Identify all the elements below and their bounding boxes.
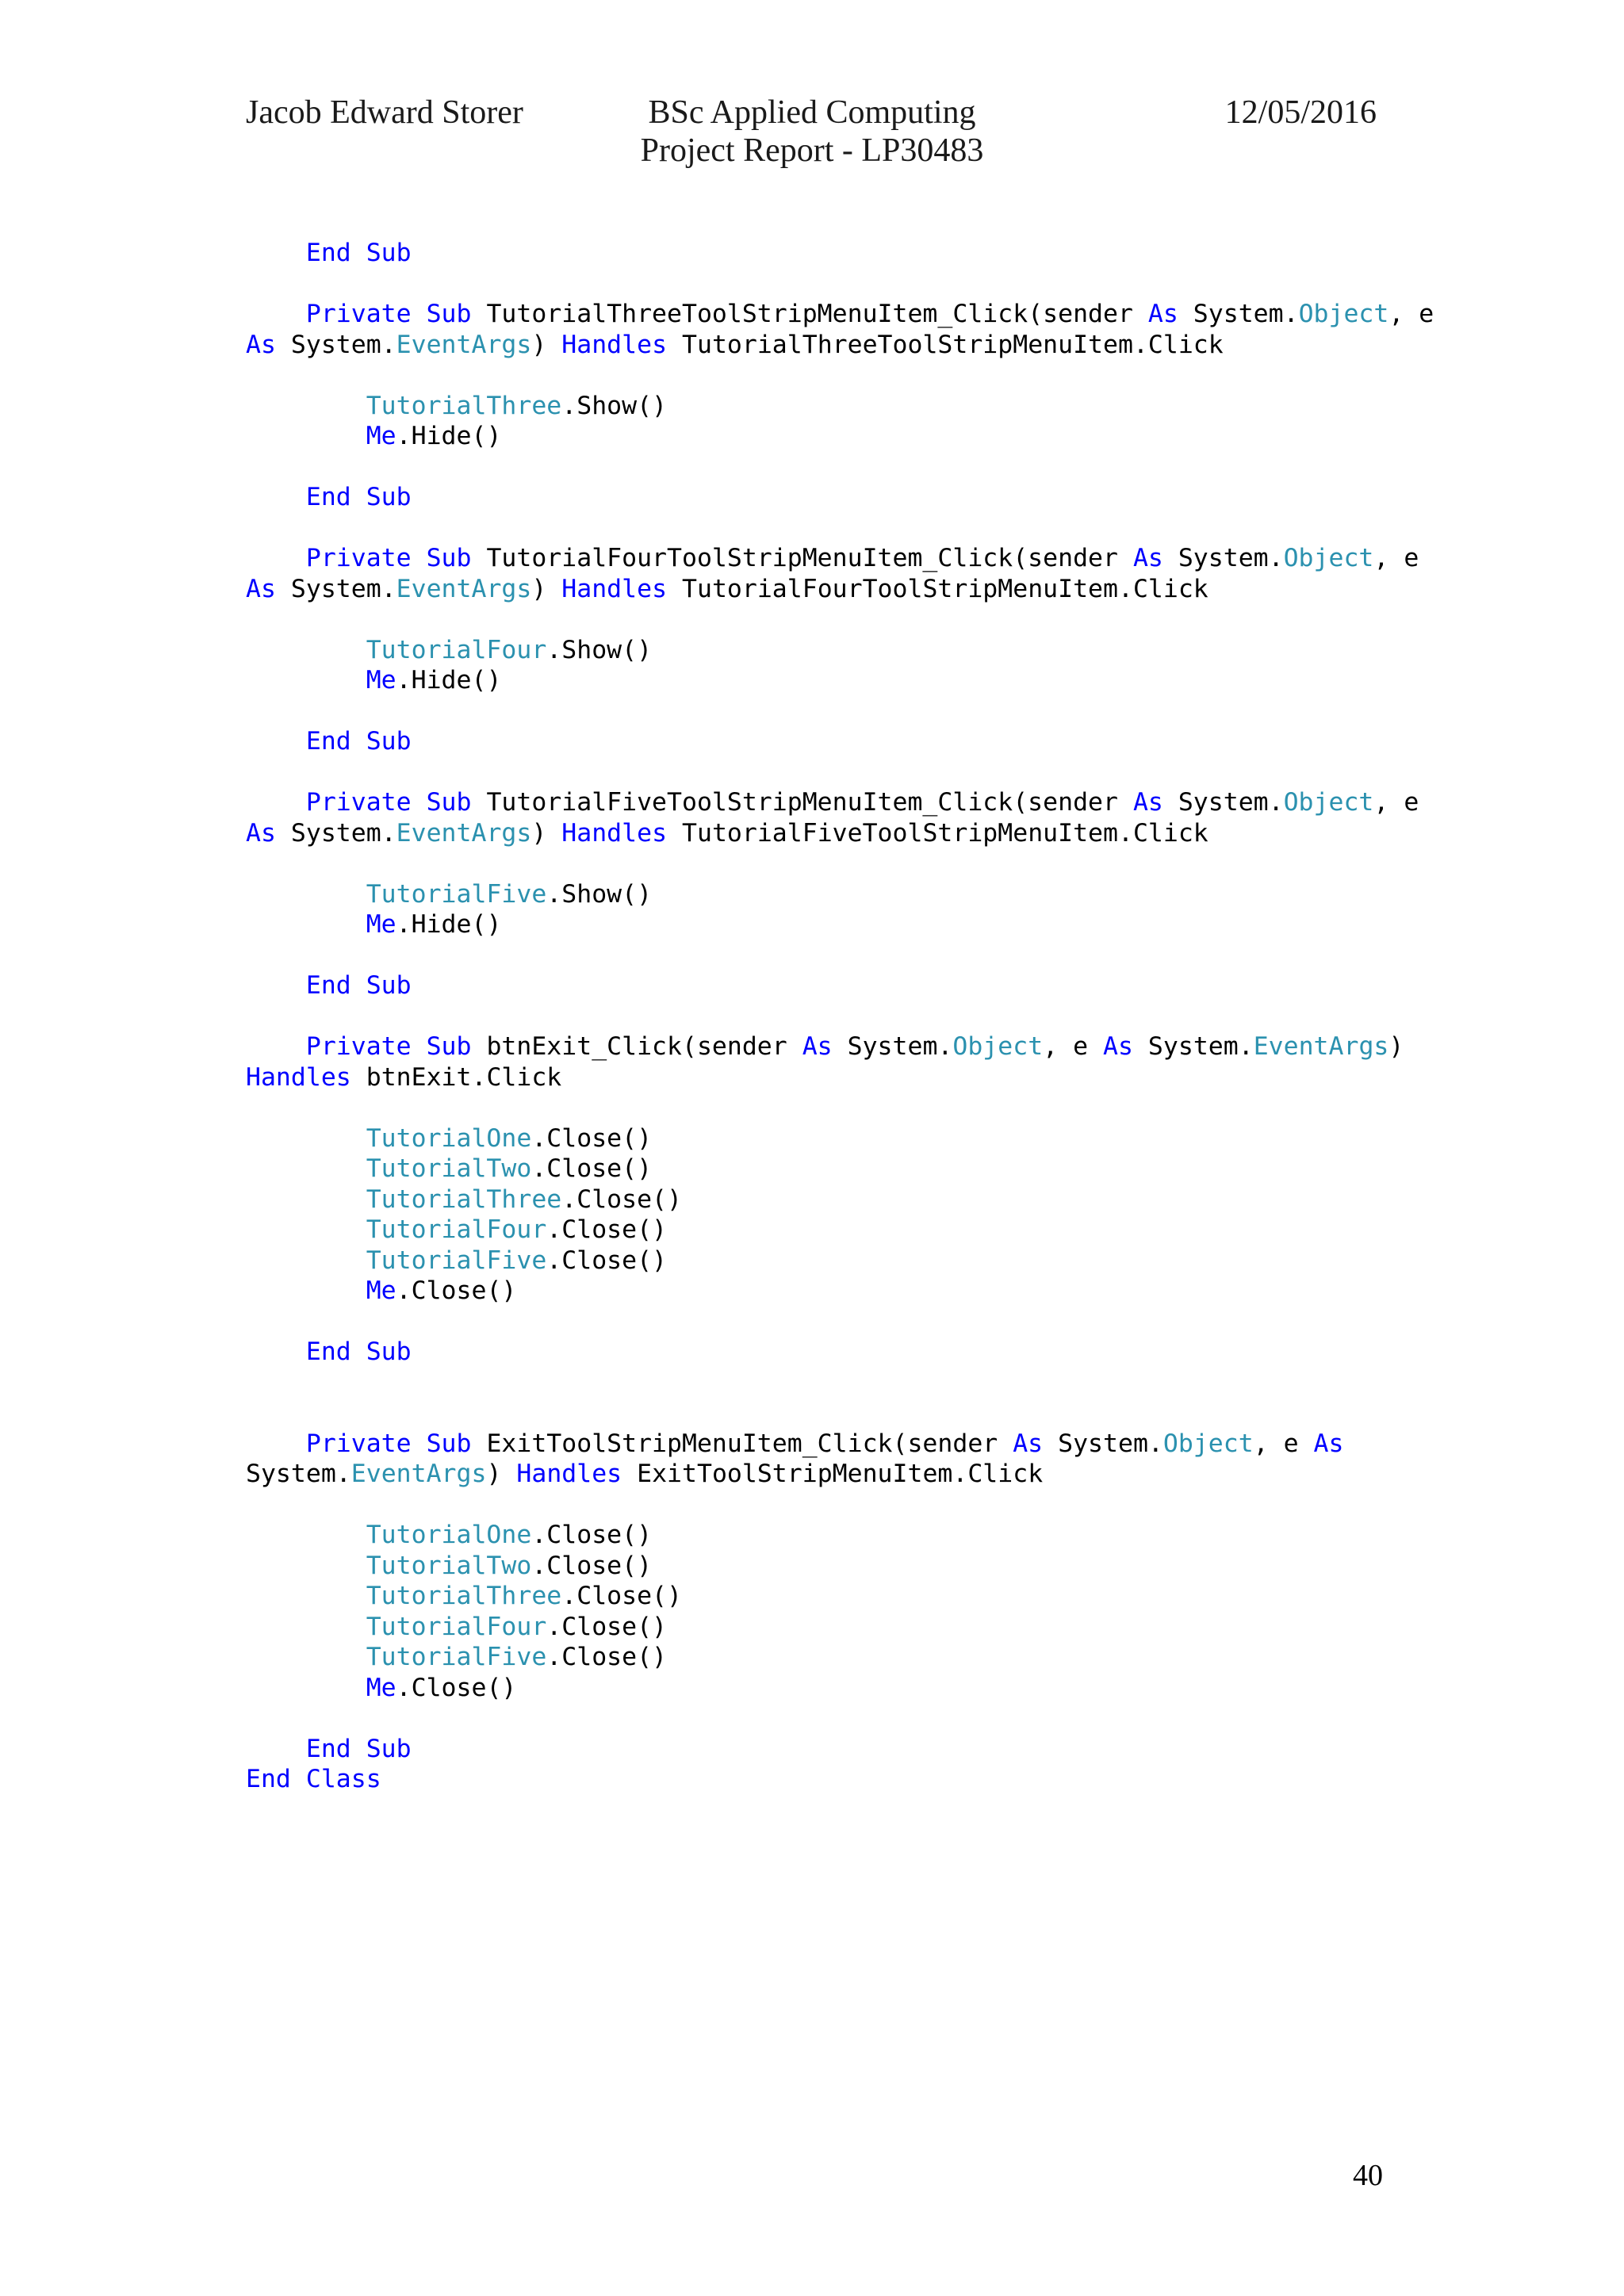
code-text: .Close() xyxy=(531,1551,653,1580)
code-keyword: As xyxy=(1132,788,1163,817)
code-text: .Hide() xyxy=(396,910,502,939)
code-line xyxy=(246,635,1396,666)
code-line xyxy=(246,1612,1396,1643)
code-line xyxy=(246,696,1396,727)
code-line xyxy=(246,1490,1396,1521)
code-line xyxy=(246,1734,1396,1765)
code-type-name: EventArgs xyxy=(396,574,532,603)
code-type-name: Object xyxy=(1283,544,1374,572)
code-text: TutorialFiveToolStripMenuItem_Click(sender xyxy=(471,788,1133,817)
code-type-name: EventArgs xyxy=(350,1460,487,1488)
code-text: ExitToolStripMenuItem_Click(sender xyxy=(471,1429,1013,1458)
code-line xyxy=(246,1551,1396,1582)
code-text: .Show() xyxy=(546,879,653,909)
code-keyword: As xyxy=(1013,1429,1044,1458)
code-type-name: TutorialThree xyxy=(366,1582,562,1610)
code-listing xyxy=(246,238,1434,1795)
code-type-name: EventArgs xyxy=(396,818,532,848)
code-line xyxy=(246,604,1396,635)
code-line xyxy=(246,574,1396,605)
code-text xyxy=(246,666,366,695)
code-line xyxy=(246,940,1396,971)
code-line xyxy=(246,787,1419,818)
code-text: ) xyxy=(531,818,562,848)
code-line xyxy=(246,1062,1396,1093)
code-text xyxy=(246,300,306,328)
code-keyword: As xyxy=(246,574,276,603)
code-type-name: TutorialFour xyxy=(366,1215,547,1244)
code-line xyxy=(246,238,1396,269)
code-text: ) xyxy=(486,1460,517,1488)
code-line xyxy=(246,1398,1396,1429)
code-text: TutorialThreeToolStripMenuItem.Click xyxy=(667,330,1224,359)
code-text xyxy=(246,727,306,756)
code-text: ) xyxy=(1388,1032,1404,1061)
code-line xyxy=(246,1642,1396,1673)
code-line xyxy=(246,330,1396,361)
code-text: .Close() xyxy=(396,1276,517,1305)
code-line xyxy=(246,1337,1396,1368)
code-text: System. xyxy=(246,1460,351,1488)
code-line xyxy=(246,1459,1396,1490)
code-line xyxy=(246,1123,1396,1154)
code-type-name: TutorialFive xyxy=(366,879,547,909)
code-text: , e xyxy=(1388,300,1434,328)
code-line xyxy=(246,1520,1396,1551)
code-keyword: Handles xyxy=(561,574,668,603)
code-keyword: As xyxy=(1132,544,1163,572)
code-text xyxy=(246,1246,366,1275)
code-text xyxy=(246,1552,366,1580)
code-text xyxy=(246,1643,366,1671)
code-keyword: End Sub xyxy=(305,239,412,267)
code-text: btnExit_Click(sender xyxy=(471,1032,802,1061)
code-keyword: As xyxy=(802,1032,833,1061)
code-text: .Close() xyxy=(561,1582,682,1610)
code-line xyxy=(246,360,1396,391)
code-text: TutorialFourToolStripMenuItem.Click xyxy=(667,574,1208,603)
code-text xyxy=(246,1124,366,1153)
code-line xyxy=(246,482,1396,513)
code-keyword: End Sub xyxy=(305,1734,412,1763)
code-line xyxy=(246,269,1396,300)
code-keyword: Me xyxy=(366,1276,396,1305)
code-text xyxy=(246,1735,306,1763)
code-text: , e xyxy=(1043,1032,1104,1061)
code-text: TutorialThreeToolStripMenuItem_Click(sender xyxy=(471,300,1148,328)
code-keyword: As xyxy=(246,330,276,359)
code-text xyxy=(246,1582,366,1610)
code-line xyxy=(246,1215,1396,1246)
code-text xyxy=(246,1337,306,1366)
code-text: .Close() xyxy=(561,1184,682,1214)
code-keyword: Private Sub xyxy=(305,1032,472,1061)
code-text: .Close() xyxy=(546,1612,668,1641)
code-text: System. xyxy=(1132,1032,1254,1061)
code-line xyxy=(246,726,1396,757)
code-type-name: TutorialTwo xyxy=(366,1551,532,1580)
code-line xyxy=(246,299,1434,330)
code-type-name: Object xyxy=(1283,788,1374,817)
code-text: .Hide() xyxy=(396,422,502,450)
code-text xyxy=(246,1429,306,1458)
code-text xyxy=(246,636,366,664)
code-text: .Hide() xyxy=(396,666,502,695)
code-line xyxy=(246,1703,1396,1734)
code-text: , e xyxy=(1373,788,1419,817)
code-line xyxy=(246,1184,1396,1215)
code-line xyxy=(246,1154,1396,1184)
code-text: System. xyxy=(832,1032,953,1061)
code-keyword: Private Sub xyxy=(305,788,472,817)
code-line xyxy=(246,1764,1396,1795)
code-line xyxy=(246,1429,1396,1460)
code-keyword: Me xyxy=(366,1673,396,1702)
code-text: System. xyxy=(1043,1429,1163,1458)
code-text: .Close() xyxy=(531,1154,653,1183)
code-text: , e xyxy=(1253,1429,1314,1458)
code-text: System. xyxy=(1178,300,1299,328)
code-type-name: Object xyxy=(952,1032,1044,1061)
code-text xyxy=(246,1613,366,1641)
code-keyword: Me xyxy=(366,910,396,939)
code-type-name: TutorialFour xyxy=(366,1612,547,1641)
code-line xyxy=(246,848,1396,879)
code-line xyxy=(246,1368,1396,1399)
code-keyword: Private Sub xyxy=(305,544,472,572)
code-line xyxy=(246,1031,1404,1062)
code-text: TutorialFourToolStripMenuItem_Click(sender xyxy=(471,544,1133,572)
code-text: .Close() xyxy=(546,1215,668,1244)
code-type-name: TutorialFive xyxy=(366,1643,547,1671)
code-keyword: As xyxy=(1103,1032,1133,1061)
code-line xyxy=(246,543,1419,574)
code-line xyxy=(246,818,1396,849)
code-text: .Close() xyxy=(531,1123,653,1153)
code-keyword: End Sub xyxy=(305,483,412,511)
code-type-name: TutorialFour xyxy=(366,635,547,664)
code-text: System. xyxy=(275,330,396,359)
code-text xyxy=(246,483,306,511)
code-text xyxy=(246,1276,366,1305)
code-type-name: TutorialThree xyxy=(366,1184,562,1214)
code-type-name: TutorialOne xyxy=(366,1123,532,1153)
code-keyword: Handles xyxy=(246,1062,351,1092)
code-text xyxy=(246,1032,306,1061)
code-text: ExitToolStripMenuItem.Click xyxy=(622,1460,1044,1488)
code-type-name: TutorialTwo xyxy=(366,1154,532,1183)
code-line xyxy=(246,1307,1396,1337)
code-text xyxy=(246,1154,366,1183)
code-line xyxy=(246,757,1396,788)
code-text: .Show() xyxy=(546,635,653,664)
code-keyword: Me xyxy=(366,422,396,450)
code-keyword: Handles xyxy=(561,818,668,848)
code-text xyxy=(246,392,366,420)
code-keyword: End Sub xyxy=(305,971,412,1000)
code-text: ) xyxy=(531,330,562,359)
code-keyword: Handles xyxy=(516,1460,622,1488)
code-text xyxy=(246,971,306,1000)
code-line xyxy=(246,1093,1396,1123)
code-line xyxy=(246,421,1396,452)
code-text xyxy=(246,544,306,572)
header-course xyxy=(0,94,1624,170)
code-type-name: EventArgs xyxy=(1253,1032,1389,1061)
code-type-name: Object xyxy=(1162,1429,1254,1458)
header-author: Jacob Edward Storer xyxy=(246,94,523,131)
code-line xyxy=(246,1673,1396,1704)
code-type-name: TutorialFive xyxy=(366,1246,547,1275)
code-line xyxy=(246,970,1396,1001)
code-line xyxy=(246,879,1396,910)
code-keyword: Handles xyxy=(561,330,668,359)
code-text xyxy=(246,880,366,909)
code-text xyxy=(246,1215,366,1244)
code-text: .Close() xyxy=(396,1673,517,1702)
code-text: System. xyxy=(1162,788,1284,817)
code-text xyxy=(246,1521,366,1549)
code-keyword: As xyxy=(1147,300,1178,328)
code-text xyxy=(246,910,366,939)
code-text xyxy=(246,239,306,267)
code-line xyxy=(246,1246,1396,1276)
header-course-title: BSc Applied Computing xyxy=(648,94,976,131)
code-type-name: TutorialOne xyxy=(366,1521,532,1549)
code-text xyxy=(246,422,366,450)
code-line xyxy=(246,1001,1396,1032)
code-text: System. xyxy=(275,818,396,848)
code-text xyxy=(246,1185,366,1214)
code-type-name: EventArgs xyxy=(396,330,532,359)
code-text: .Close() xyxy=(531,1521,653,1549)
code-text: , e xyxy=(1373,544,1419,572)
code-text: TutorialFiveToolStripMenuItem.Click xyxy=(667,818,1208,848)
code-text: System. xyxy=(1162,544,1284,572)
code-line xyxy=(246,391,1396,422)
code-text xyxy=(246,1674,366,1702)
code-keyword: As xyxy=(246,818,276,848)
code-text: .Close() xyxy=(546,1246,668,1275)
code-keyword: Private Sub xyxy=(305,300,472,328)
code-text: ) xyxy=(531,574,562,603)
code-line xyxy=(246,909,1396,940)
code-text: .Close() xyxy=(546,1643,668,1671)
code-line xyxy=(246,513,1396,544)
code-line xyxy=(246,665,1396,696)
code-keyword: Me xyxy=(366,666,396,695)
code-keyword: End Sub xyxy=(305,1337,412,1366)
header-date: 12/05/2016 xyxy=(1224,94,1377,131)
code-text xyxy=(246,788,306,817)
code-line xyxy=(246,452,1396,483)
code-keyword: As xyxy=(1313,1429,1344,1458)
code-text: System. xyxy=(275,574,396,603)
code-line xyxy=(246,1276,1396,1307)
code-type-name: Object xyxy=(1298,300,1389,328)
code-keyword: End Sub xyxy=(305,727,412,756)
code-type-name: TutorialThree xyxy=(366,391,562,420)
header-project-report: Project Report - LP30483 xyxy=(640,132,984,169)
code-keyword: End Class xyxy=(246,1765,381,1793)
code-line xyxy=(246,1581,1396,1612)
code-text: btnExit.Click xyxy=(350,1062,562,1092)
code-text: .Show() xyxy=(561,391,668,420)
code-keyword: Private Sub xyxy=(305,1429,472,1458)
page-number: 40 xyxy=(1353,2159,1383,2192)
